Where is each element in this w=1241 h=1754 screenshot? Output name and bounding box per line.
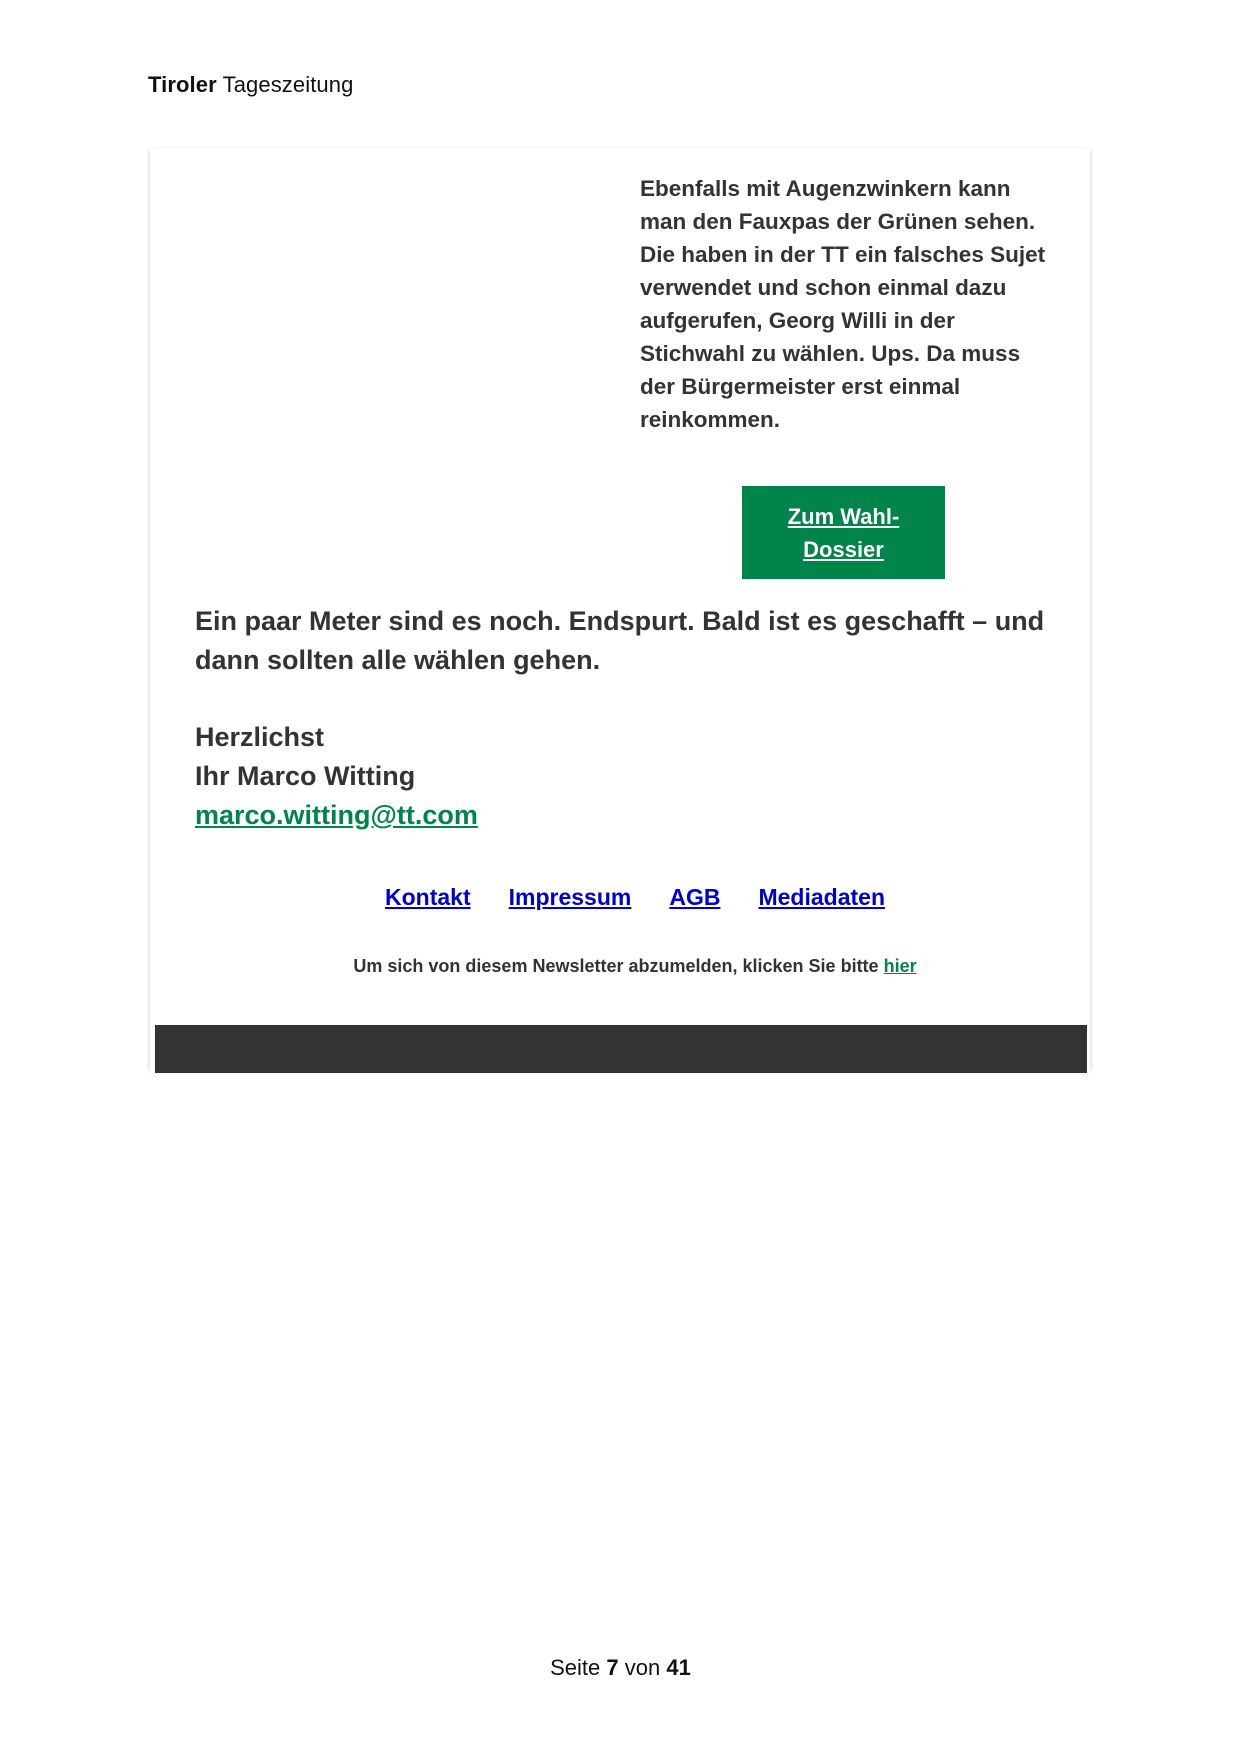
footer-link-kontakt[interactable]: Kontakt [385,884,471,910]
closing-paragraph: Ein paar Meter sind es noch. Endspurt. Bald ist es geschafft – und dann sollten alle wählen gehen. [195,606,1045,675]
footer-link-mediadaten[interactable]: Mediadaten [758,884,885,910]
page-label-mid: von [624,1655,661,1680]
footer-nav [150,884,1090,911]
unsubscribe-text: Um sich von diesem Newsletter abzumelden, klicken Sie bitte [353,956,879,976]
document-header [148,72,353,98]
unsubscribe-link[interactable]: hier [883,956,917,976]
footer-link-agb[interactable]: AGB [669,884,721,910]
page-label-prefix: Seite [550,1655,601,1680]
newsletter-card [150,148,1090,1073]
page-number [0,1655,1241,1681]
brand-name-regular: Tageszeitung [222,72,354,97]
wahl-dossier-button[interactable] [742,486,945,579]
wahl-dossier-link[interactable]: Zum Wahl-Dossier [787,503,900,562]
signature-name: Ihr Marco Witting [195,761,416,791]
page-current: 7 [606,1655,619,1680]
signature-block [195,718,478,835]
unsubscribe-notice [150,956,1090,977]
article-paragraph-right: Ebenfalls mit Augenzwinkern kann man den Fauxpas der Grünen sehen. Die haben in der TT ein falsches Sujet verwendet und schon einmal dazu aufgerufen, Georg Willi in der Stichwahl zu wählen. Ups. Da muss der Bürgermeister erst einmal reinkommen. [640,176,1046,432]
footer-link-impressum[interactable]: Impressum [508,884,632,910]
author-email-link[interactable]: marco.witting@tt.com [195,800,478,830]
page-total: 41 [666,1655,691,1680]
brand-name-bold: Tiroler [148,72,217,97]
signature-greeting: Herzlichst [195,722,325,752]
footer-bar [155,1025,1087,1073]
